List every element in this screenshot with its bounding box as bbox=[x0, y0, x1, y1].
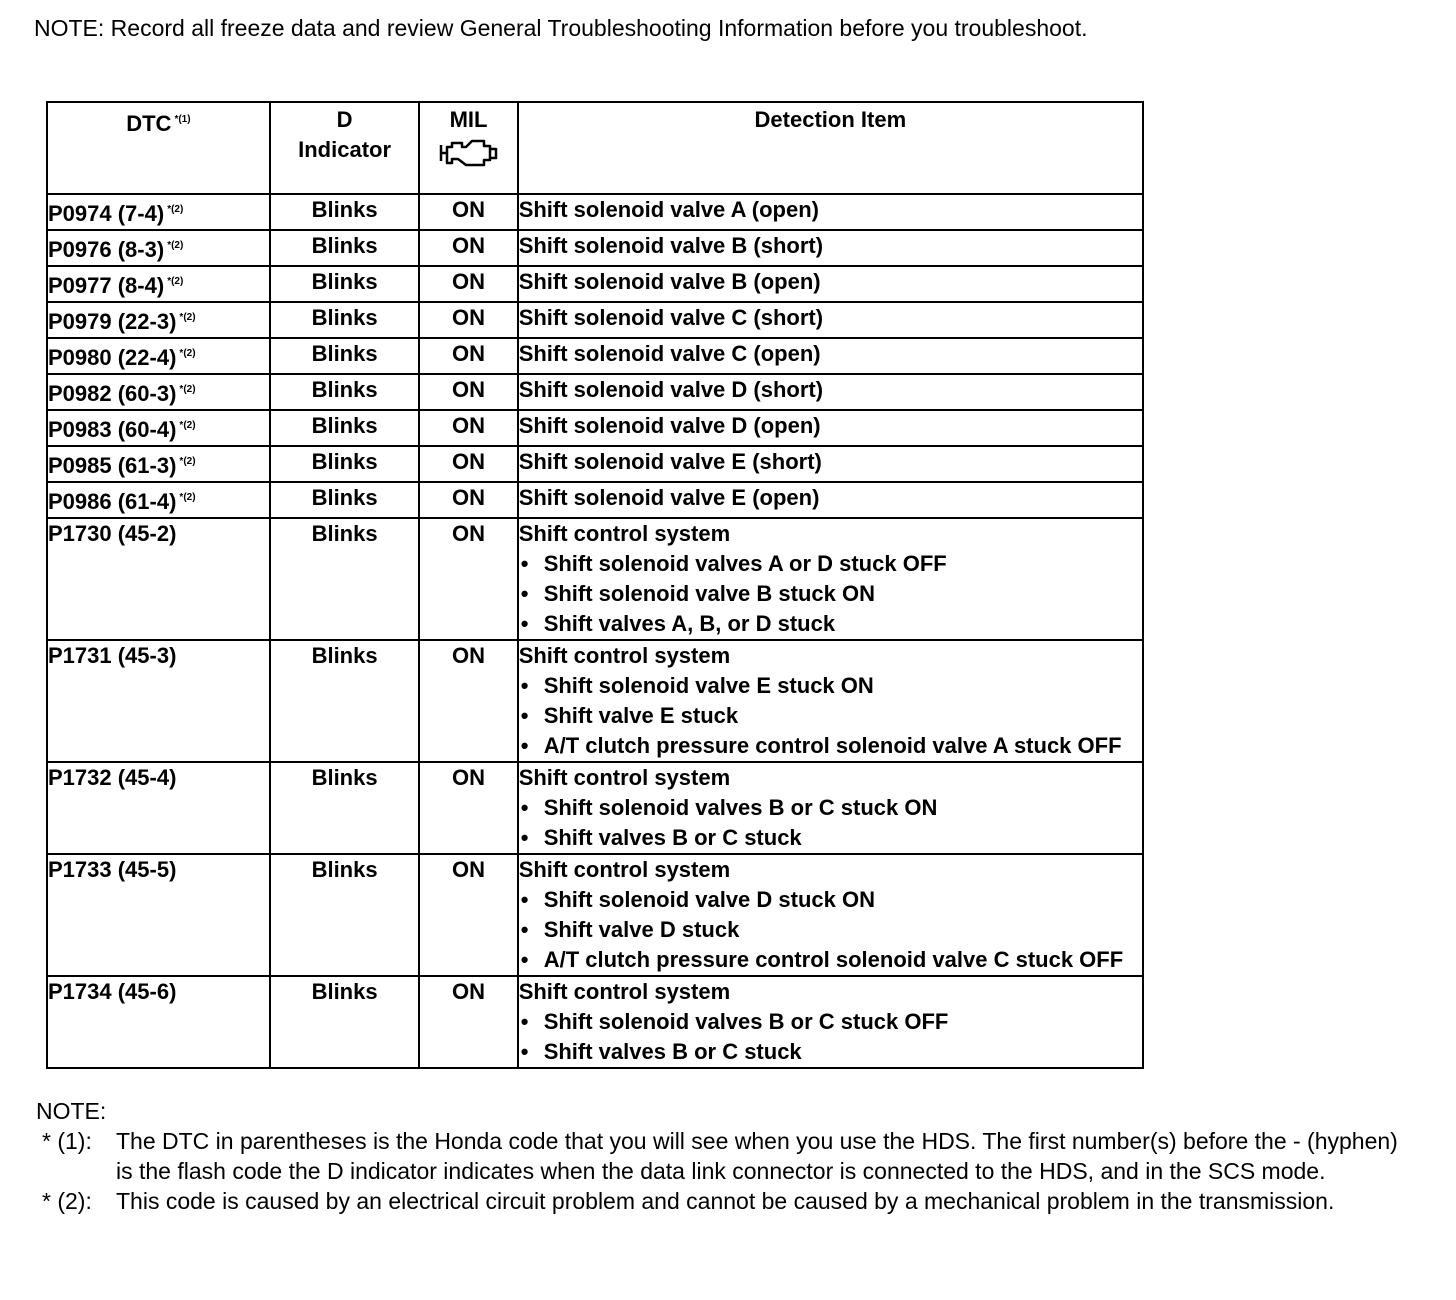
d-indicator-cell: Blinks bbox=[270, 302, 420, 338]
table-row bbox=[47, 854, 1143, 976]
dtc-code: P1730 (45-2) bbox=[48, 521, 177, 546]
footnotes-title: NOTE: bbox=[36, 1098, 107, 1124]
d-indicator-cell: Blinks bbox=[270, 640, 420, 762]
detection-bullets bbox=[519, 885, 1142, 975]
d-indicator-cell: Blinks bbox=[270, 854, 420, 976]
dtc-code: P1734 (45-6) bbox=[48, 979, 177, 1004]
dtc-code: P0982 (60-3) bbox=[48, 381, 177, 406]
mil-cell: ON bbox=[419, 854, 517, 976]
detection-item-text: Shift control system bbox=[518, 979, 731, 1004]
dtc-cell bbox=[47, 302, 270, 338]
detection-item-cell bbox=[518, 266, 1143, 302]
detection-bullet-item: • Shift valves B or C stuck bbox=[519, 823, 1142, 853]
d-indicator-cell: Blinks bbox=[270, 446, 420, 482]
d-indicator-cell: Blinks bbox=[270, 266, 420, 302]
dtc-footnote-ref: *(2) bbox=[179, 456, 196, 467]
dtc-cell bbox=[47, 640, 270, 762]
table-row bbox=[47, 482, 1143, 518]
dtc-cell bbox=[47, 410, 270, 446]
detection-item-cell bbox=[518, 374, 1143, 410]
dtc-cell bbox=[47, 374, 270, 410]
footnote-2-mark: * (2): bbox=[42, 1188, 92, 1214]
mil-cell: ON bbox=[419, 446, 517, 482]
detection-item-cell bbox=[518, 640, 1143, 762]
dtc-cell bbox=[47, 266, 270, 302]
dtc-footnote-ref: *(2) bbox=[167, 240, 184, 251]
detection-item-text: Shift solenoid valve B (short) bbox=[518, 233, 824, 258]
detection-item-text: Shift solenoid valve B (open) bbox=[518, 269, 821, 294]
detection-item-cell bbox=[518, 194, 1143, 230]
detection-item-cell bbox=[518, 854, 1143, 976]
detection-bullet-item: • Shift solenoid valve D stuck ON bbox=[519, 885, 1142, 915]
dtc-cell bbox=[47, 482, 270, 518]
detection-item-text: Shift solenoid valve D (open) bbox=[518, 413, 821, 438]
mil-cell: ON bbox=[419, 640, 517, 762]
dtc-footnote-ref: *(2) bbox=[167, 276, 184, 287]
mil-cell: ON bbox=[419, 976, 517, 1068]
detection-bullet-item: • Shift solenoid valves A or D stuck OFF bbox=[519, 549, 1142, 579]
table-row bbox=[47, 338, 1143, 374]
detection-bullet-item: • Shift valve E stuck bbox=[519, 701, 1142, 731]
mil-cell: ON bbox=[419, 266, 517, 302]
dtc-cell bbox=[47, 194, 270, 230]
detection-item-text: Shift solenoid valve C (open) bbox=[518, 341, 821, 366]
table-row bbox=[47, 302, 1143, 338]
dtc-cell bbox=[47, 230, 270, 266]
mil-cell: ON bbox=[419, 194, 517, 230]
dtc-footnote-ref: *(2) bbox=[179, 420, 196, 431]
detection-bullet-item: • A/T clutch pressure control solenoid valve C stuck OFF bbox=[519, 945, 1142, 975]
detection-bullets bbox=[519, 1007, 1142, 1067]
d-indicator-cell: Blinks bbox=[270, 338, 420, 374]
detection-bullet-item: • Shift solenoid valves B or C stuck OFF bbox=[519, 1007, 1142, 1037]
detection-item-text: Shift control system bbox=[518, 765, 731, 790]
detection-bullet-item: • Shift solenoid valves B or C stuck ON bbox=[519, 793, 1142, 823]
header-mil-label: MIL bbox=[449, 107, 488, 132]
dtc-code: P0985 (61-3) bbox=[48, 453, 177, 478]
header-detection-item: Detection Item bbox=[518, 102, 1143, 194]
d-indicator-cell: Blinks bbox=[270, 976, 420, 1068]
footnote-2 bbox=[36, 1186, 1416, 1216]
table-row bbox=[47, 446, 1143, 482]
dtc-code: P0983 (60-4) bbox=[48, 417, 177, 442]
table-row bbox=[47, 230, 1143, 266]
dtc-code: P0977 (8-4) bbox=[48, 273, 165, 298]
detection-bullets bbox=[519, 671, 1142, 761]
dtc-table-body bbox=[47, 194, 1143, 1068]
header-dtc-footnote: *(1) bbox=[174, 114, 191, 125]
check-engine-icon bbox=[438, 136, 500, 170]
footnote-1 bbox=[36, 1126, 1416, 1186]
table-row bbox=[47, 976, 1143, 1068]
table-row bbox=[47, 266, 1143, 302]
detection-item-text: Shift control system bbox=[518, 521, 731, 546]
dtc-code: P0986 (61-4) bbox=[48, 489, 177, 514]
footnotes bbox=[36, 1096, 1416, 1216]
table-row bbox=[47, 374, 1143, 410]
dtc-cell bbox=[47, 446, 270, 482]
top-note: NOTE: Record all freeze data and review General Troubleshooting Information before you troubleshoot. bbox=[34, 15, 1088, 41]
detection-item-cell bbox=[518, 482, 1143, 518]
dtc-code: P0979 (22-3) bbox=[48, 309, 177, 334]
mil-cell: ON bbox=[419, 410, 517, 446]
mil-cell: ON bbox=[419, 230, 517, 266]
mil-cell: ON bbox=[419, 482, 517, 518]
dtc-footnote-ref: *(2) bbox=[179, 384, 196, 395]
d-indicator-cell: Blinks bbox=[270, 482, 420, 518]
detection-item-text: Shift solenoid valve D (short) bbox=[518, 377, 824, 402]
dtc-footnote-ref: *(2) bbox=[179, 312, 196, 323]
dtc-code: P0976 (8-3) bbox=[48, 237, 165, 262]
detection-item-text: Shift solenoid valve C (short) bbox=[518, 305, 824, 330]
mil-cell: ON bbox=[419, 338, 517, 374]
dtc-footnote-ref: *(2) bbox=[179, 348, 196, 359]
detection-item-text: Shift control system bbox=[518, 857, 731, 882]
dtc-code: P0974 (7-4) bbox=[48, 201, 165, 226]
dtc-code: P0980 (22-4) bbox=[48, 345, 177, 370]
detection-bullets bbox=[519, 549, 1142, 639]
table-header-row bbox=[47, 102, 1143, 194]
table-row bbox=[47, 518, 1143, 640]
mil-cell: ON bbox=[419, 302, 517, 338]
footnote-1-mark: * (1): bbox=[42, 1128, 92, 1154]
dtc-code: P1731 (45-3) bbox=[48, 643, 177, 668]
detection-item-cell bbox=[518, 410, 1143, 446]
dtc-footnote-ref: *(2) bbox=[179, 492, 196, 503]
dtc-cell bbox=[47, 854, 270, 976]
detection-item-cell bbox=[518, 762, 1143, 854]
header-d-line2: Indicator bbox=[298, 137, 392, 162]
dtc-code: P1733 (45-5) bbox=[48, 857, 177, 882]
detection-item-cell bbox=[518, 976, 1143, 1068]
mil-cell: ON bbox=[419, 374, 517, 410]
detection-item-cell bbox=[518, 446, 1143, 482]
dtc-cell bbox=[47, 338, 270, 374]
detection-bullet-item: • A/T clutch pressure control solenoid valve A stuck OFF bbox=[519, 731, 1142, 761]
header-d-line1: D bbox=[336, 107, 353, 132]
footnote-1-text: The DTC in parentheses is the Honda code that you will see when you use the HDS. The first number(s) before the - (hyphen) is the flash code the D indicator indicates when the data link connector is connected to the HDS, and in the SCS mode. bbox=[116, 1128, 1398, 1184]
mil-cell: ON bbox=[419, 518, 517, 640]
header-dtc bbox=[47, 102, 270, 194]
footnote-2-text: This code is caused by an electrical circuit problem and cannot be caused by a mechanical problem in the transmission. bbox=[116, 1188, 1335, 1214]
header-d-indicator bbox=[270, 102, 420, 194]
table-row bbox=[47, 410, 1143, 446]
detection-item-cell bbox=[518, 230, 1143, 266]
d-indicator-cell: Blinks bbox=[270, 762, 420, 854]
header-mil bbox=[419, 102, 517, 194]
detection-bullets bbox=[519, 793, 1142, 853]
table-row bbox=[47, 194, 1143, 230]
detection-item-cell bbox=[518, 338, 1143, 374]
dtc-cell bbox=[47, 518, 270, 640]
d-indicator-cell: Blinks bbox=[270, 518, 420, 640]
detection-item-text: Shift control system bbox=[518, 643, 731, 668]
header-dtc-label: DTC bbox=[126, 111, 172, 136]
d-indicator-cell: Blinks bbox=[270, 194, 420, 230]
table-row bbox=[47, 762, 1143, 854]
detection-item-cell bbox=[518, 302, 1143, 338]
d-indicator-cell: Blinks bbox=[270, 230, 420, 266]
dtc-code: P1732 (45-4) bbox=[48, 765, 177, 790]
table-row bbox=[47, 640, 1143, 762]
dtc-footnote-ref: *(2) bbox=[167, 204, 184, 215]
d-indicator-cell: Blinks bbox=[270, 410, 420, 446]
dtc-cell bbox=[47, 976, 270, 1068]
detection-bullet-item: • Shift solenoid valve B stuck ON bbox=[519, 579, 1142, 609]
dtc-cell bbox=[47, 762, 270, 854]
detection-item-text: Shift solenoid valve E (open) bbox=[518, 485, 820, 510]
detection-bullet-item: • Shift valve D stuck bbox=[519, 915, 1142, 945]
mil-cell: ON bbox=[419, 762, 517, 854]
detection-item-cell bbox=[518, 518, 1143, 640]
d-indicator-cell: Blinks bbox=[270, 374, 420, 410]
dtc-table bbox=[46, 101, 1144, 1069]
detection-bullet-item: • Shift solenoid valve E stuck ON bbox=[519, 671, 1142, 701]
detection-item-text: Shift solenoid valve A (open) bbox=[518, 197, 819, 222]
detection-bullet-item: • Shift valves B or C stuck bbox=[519, 1037, 1142, 1067]
detection-bullet-item: • Shift valves A, B, or D stuck bbox=[519, 609, 1142, 639]
detection-item-text: Shift solenoid valve E (short) bbox=[518, 449, 822, 474]
